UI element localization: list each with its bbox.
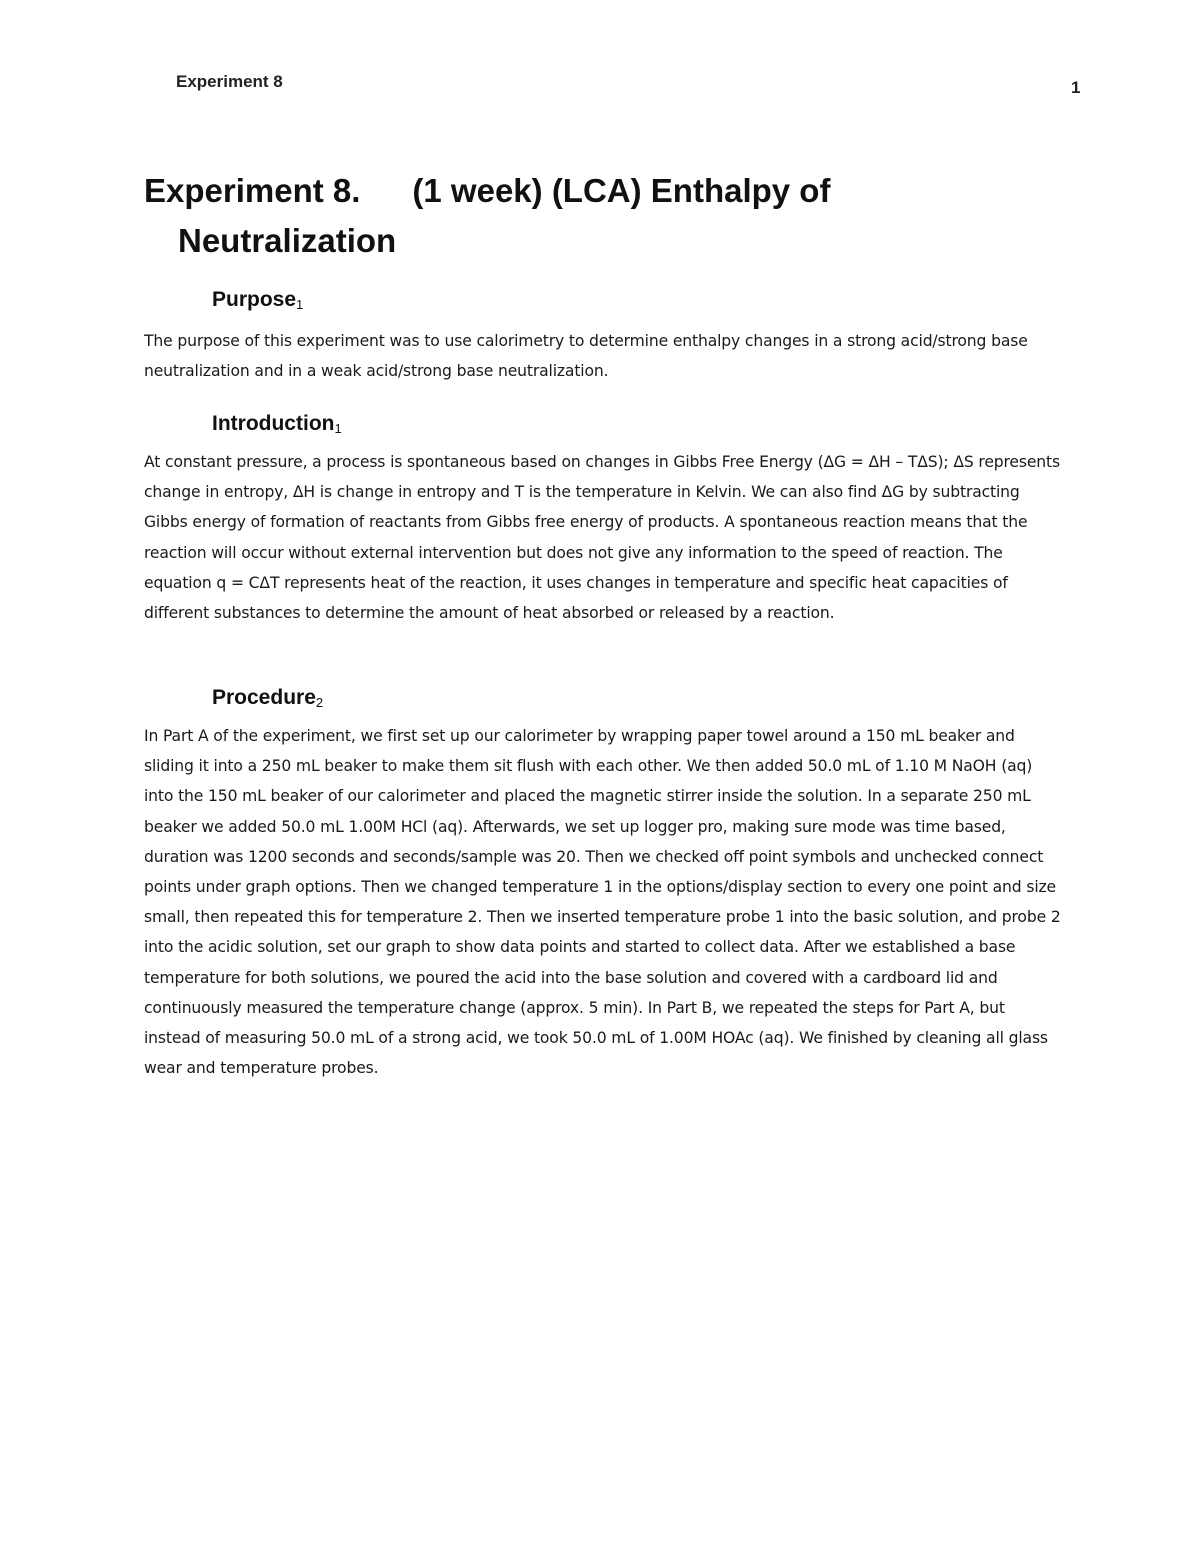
introduction-reference: 1 xyxy=(334,421,342,436)
title-line-1 xyxy=(144,166,1044,216)
procedure-paragraph: In Part A of the experiment, we first set up our calorimeter by wrapping paper towel around a 150 mL beaker and sliding it into a 250 mL beaker to make them sit flush with each other. We then added 50.0 mL of 1.10 M NaOH (aq) into the 150 mL beaker of our calorimeter and placed the magnetic stirrer inside the solution. In a separate 250 mL beaker we added 50.0 mL 1.00M HCl (aq). Afterwards, we set up logger pro, making sure mode was time based, duration was 1200 seconds and seconds/sample was 20. Then we checked off point symbols and unchecked connect points under graph options. Then we changed temperature 1 in the options/display section to every one point and size small, then repeated this for temperature 2. Then we inserted temperature probe 1 into the basic solution, and probe 2 into the acidic solution, set our graph to show data points and started to collect data. After we established a base temperature for both solutions, we poured the acid into the base solution and covered with a cardboard lid and continuously measured the temperature change (approx. 5 min). In Part B, we repeated the steps for Part A, but instead of measuring 50.0 mL of a strong acid, we took 50.0 mL of 1.00M HOAc (aq). We finished by cleaning all glass wear and temperature probes. xyxy=(144,727,1061,1078)
title-description: (1 week) (LCA) Enthalpy of xyxy=(412,172,831,209)
purpose-paragraph: The purpose of this experiment was to use calorimetry to determine enthalpy changes in a strong acid/strong base neutralization and in a weak acid/strong base neutralization. xyxy=(144,332,1028,381)
title-experiment-number: Experiment 8. xyxy=(144,172,361,209)
purpose-reference: 1 xyxy=(296,297,304,312)
title-line-2: Neutralization xyxy=(178,222,397,259)
introduction-heading-text: Introduction xyxy=(212,412,335,435)
page-number: 1 xyxy=(1071,78,1081,97)
procedure-reference: 2 xyxy=(315,695,324,710)
introduction-paragraph: At constant pressure, a process is spontaneous based on changes in Gibbs Free Energy (ΔG = ΔH – TΔS); ΔS represents change in entropy, ΔH is change in entropy and T is the temperature in Kelvin. We can also find ΔG by subtracting Gibbs energy of formation of reactants from Gibbs free energy of products. A spontaneous reaction means that the reaction will occur without external intervention but does not give any information to the speed of reaction. The equation q = CΔT represents heat of the reaction, it uses changes in temperature and specific heat capacities of different substances to determine the amount of heat absorbed or released by a reaction. xyxy=(144,453,1060,623)
purpose-heading-text: Purpose xyxy=(212,288,297,311)
running-header: Experiment 8 xyxy=(176,72,283,91)
procedure-heading-text: Procedure xyxy=(212,686,316,709)
purpose-heading xyxy=(212,288,303,312)
procedure-heading xyxy=(212,686,323,710)
document-title xyxy=(144,166,1044,266)
introduction-heading xyxy=(212,412,342,436)
